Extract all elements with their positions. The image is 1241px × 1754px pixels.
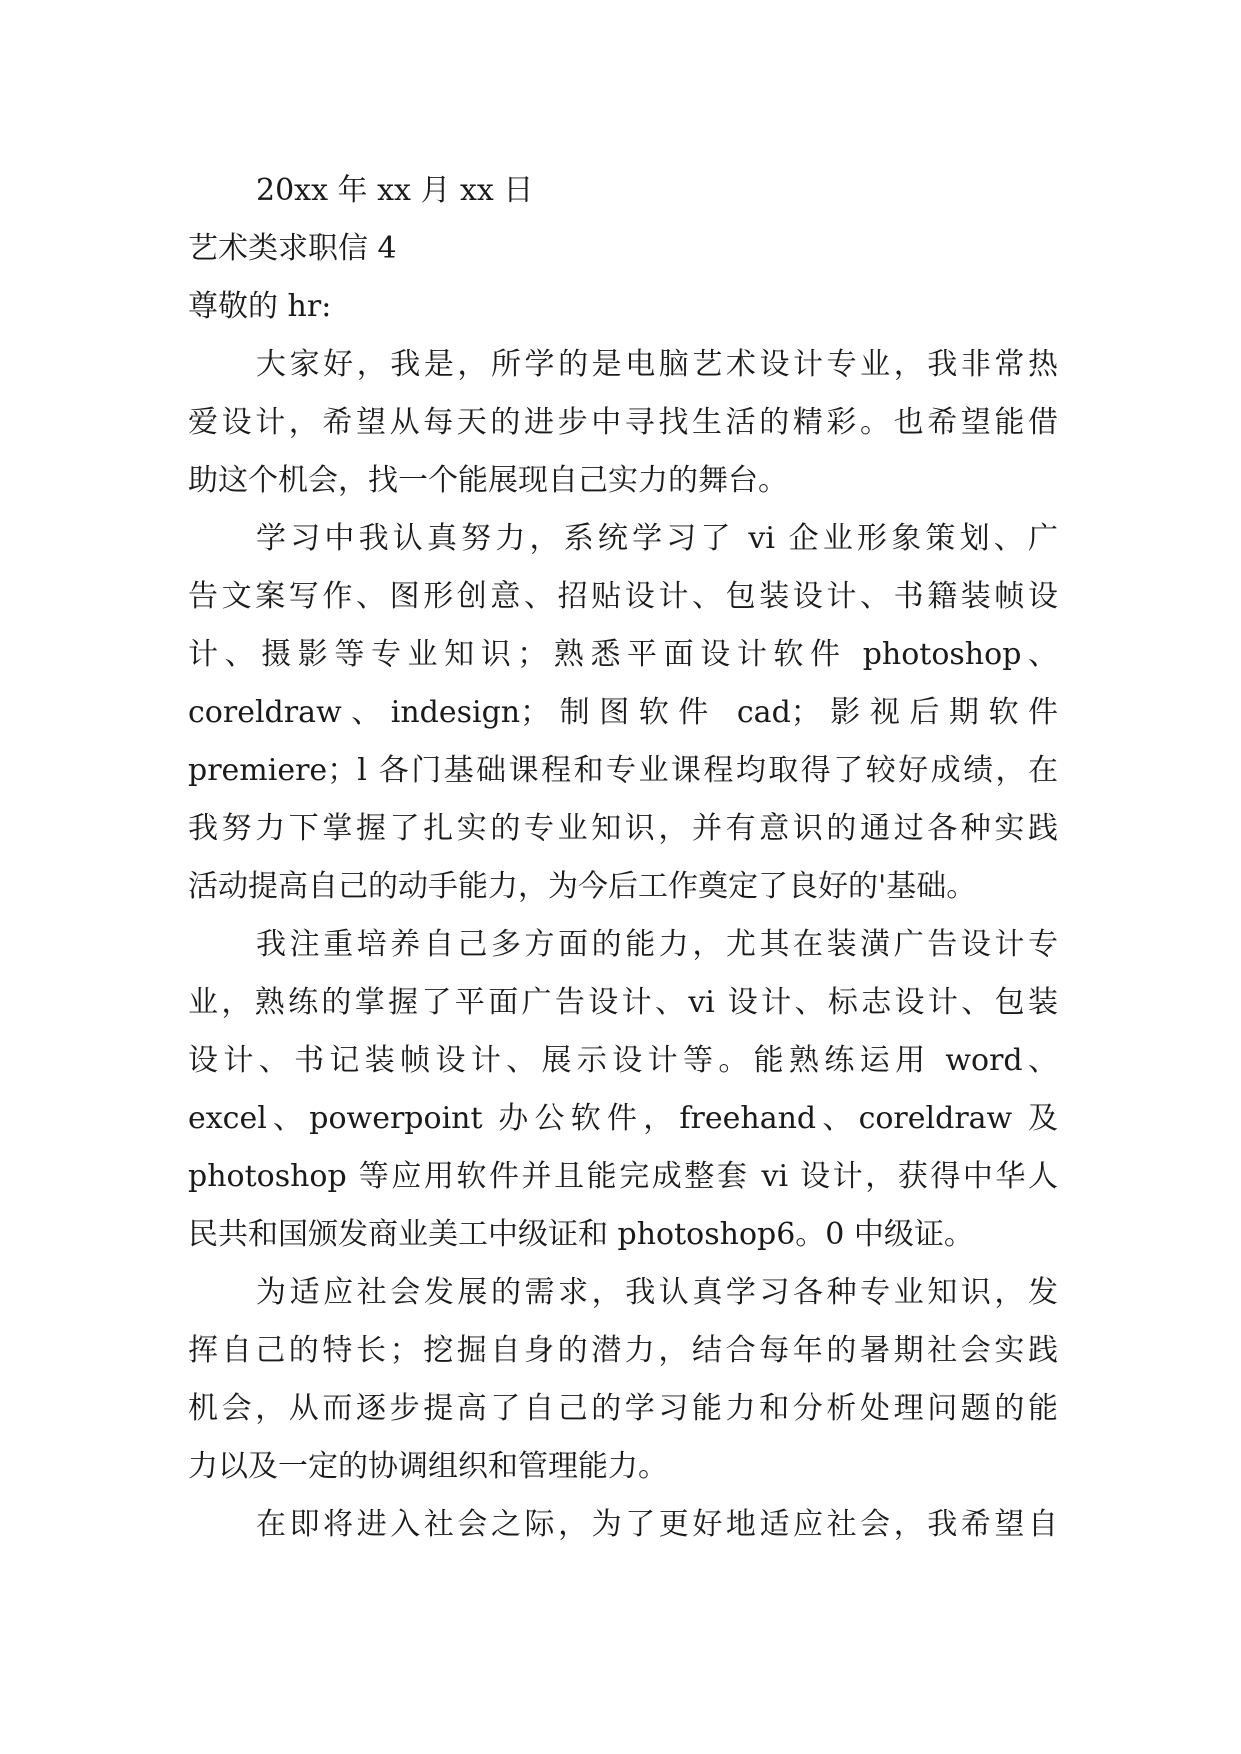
- paragraph-line: 爱设计，希望从每天的进步中寻找生活的精彩。也希望能借: [188, 405, 1058, 440]
- paragraph-4: [188, 1264, 1058, 1496]
- paragraph-3: [188, 916, 1058, 1264]
- paragraph-line: 告文案写作、图形创意、招贴设计、包装设计、书籍装帧设: [188, 579, 1058, 614]
- paragraph-line: 我努力下掌握了扎实的专业知识，并有意识的通过各种实践: [188, 811, 1058, 846]
- paragraph-line: 在即将进入社会之际，为了更好地适应社会，我希望自: [256, 1507, 1058, 1542]
- paragraph-line: 机会，从而逐步提高了自己的学习能力和分析处理问题的能: [188, 1391, 1058, 1426]
- paragraph-line: 设计、书记装帧设计、展示设计等。能熟练运用 word、: [188, 1043, 1058, 1078]
- paragraph-line: 业，熟练的掌握了平面广告设计、vi 设计、标志设计、包装: [188, 985, 1058, 1020]
- paragraph-line: 助这个机会，找一个能展现自己实力的舞台。: [188, 463, 788, 498]
- paragraph-line: excel、powerpoint 办公软件，freehand、coreldraw 及: [188, 1101, 1058, 1136]
- document-page: [188, 162, 1058, 1554]
- paragraph-line: 民共和国颁发商业美工中级证和 photoshop6。0 中级证。: [188, 1217, 974, 1252]
- letter-salutation: 尊敬的 hr:: [188, 289, 332, 324]
- paragraph-line: photoshop 等应用软件并且能完成整套 vi 设计，获得中华人: [188, 1159, 1058, 1194]
- letter-title: 艺术类求职信 4: [188, 231, 397, 266]
- paragraph-line: 计、摄影等专业知识；熟悉平面设计软件 photoshop、: [188, 637, 1058, 672]
- paragraph-line: 为适应社会发展的需求，我认真学习各种专业知识，发: [256, 1275, 1058, 1310]
- paragraph-1: [188, 336, 1058, 510]
- paragraph-line: 活动提高自己的动手能力，为今后工作奠定了良好的'基础。: [188, 869, 977, 904]
- paragraph-line: 挥自己的特长；挖掘自身的潜力，结合每年的暑期社会实践: [188, 1333, 1058, 1368]
- paragraph-line: coreldraw、indesign；制图软件 cad；影视后期软件: [188, 695, 1058, 730]
- paragraph-line: 力以及一定的协调组织和管理能力。: [188, 1449, 668, 1484]
- letter-date: 20xx 年 xx 月 xx 日: [256, 173, 534, 208]
- paragraph-2: [188, 510, 1058, 916]
- paragraph-line: 学习中我认真努力，系统学习了 vi 企业形象策划、广: [256, 521, 1058, 556]
- paragraph-line: 我注重培养自己多方面的能力，尤其在装潢广告设计专: [256, 927, 1058, 962]
- paragraph-line: 大家好，我是，所学的是电脑艺术设计专业，我非常热: [256, 347, 1058, 382]
- paragraph-line: premiere；l 各门基础课程和专业课程均取得了较好成绩，在: [188, 753, 1058, 788]
- paragraph-5: [188, 1496, 1058, 1554]
